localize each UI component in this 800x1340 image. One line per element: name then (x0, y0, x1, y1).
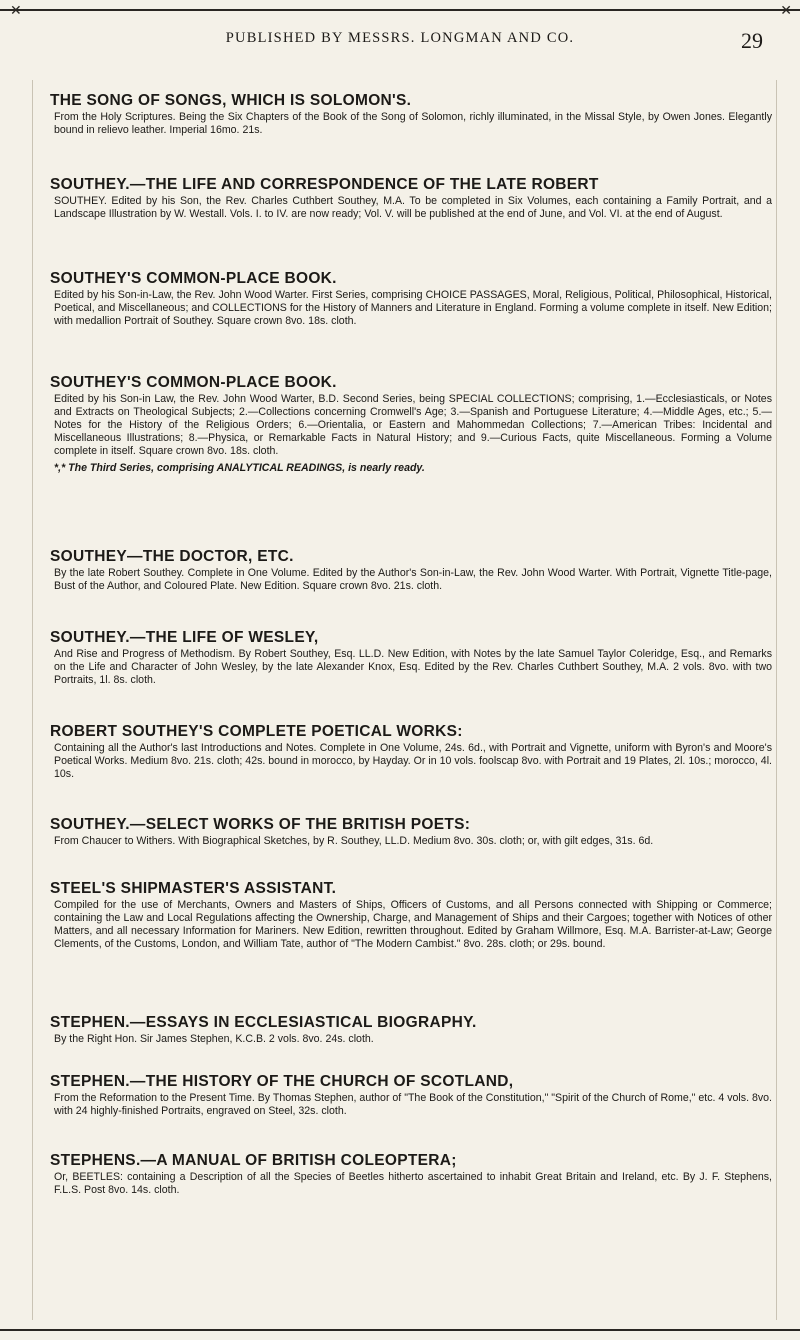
entry-title: SOUTHEY—THE DOCTOR, ETC. (50, 548, 294, 565)
entry-body: Containing all the Author's last Introductions and Notes. Complete in One Volume, 24s. 6d., with Portrait and Vignette, uniform with Byron's and Moore's Poetical Works. Medium 8vo. 21s. cloth; 42s. bound in morocco, by Hayday. Or in 10 vols. foolscap 8vo. with Portrait and 19 Plates, 2l. 10s.; morocco, 4l. 10s. (54, 742, 772, 780)
entry-life-of-wesley (50, 629, 772, 687)
entry-body: And Rise and Progress of Methodism. By Robert Southey, Esq. LL.D. New Edition, with Notes by the late Samuel Taylor Coleridge, Esq., and Remarks on the Life and Character of John Wesley, by the late Alexander Knox, Esq. Edited by the Rev. Charles Cuthbert Southey, M.A. 2 vols. 8vo. with two Portraits, 1l. 8s. cloth. (54, 648, 772, 686)
entry-poetical-works (50, 723, 772, 781)
entry-ecclesiastical-biography (50, 1014, 772, 1046)
entry-commonplace-second (50, 374, 772, 474)
entry-body: Edited by his Son-in-Law, the Rev. John Wood Warter. First Series, comprising CHOICE PASSAGES, Moral, Religious, Political, Philosophical, Historical, Poetical, and Miscellaneous; and COLLECTIONS for the History of Manners and Literature in England. Forming a volume complete in itself. New Edition; with medallion Portrait of Southey. Square crown 8vo. 18s. cloth. (54, 289, 772, 327)
entry-the-doctor (50, 548, 772, 593)
entry-body: Or, BEETLES: containing a Description of all the Species of Beetles hitherto ascertained to inhabit Great Britain and Ireland, etc. By J. F. Stephens, F.L.S. Post 8vo. 14s. cloth. (54, 1171, 772, 1196)
entry-title: SOUTHEY.—THE LIFE OF WESLEY, (50, 629, 319, 646)
entry-body: Compiled for the use of Merchants, Owners and Masters of Ships, Officers of Customs, and all Persons connected with Shipping or Commerce; containing the Law and Local Regulations affecting the Ownership, Charge, and Management of Ships and their Cargoes; together with Notices of other Matters, and all necessary Information for Mariners. New Edition, rewritten throughout. Edited by Graham Willmore, Esq. M.A. Barrister-at-Law; George Clements, of the Customs, London, and William Tate, author of "The Modern Cambist." 8vo. 28s. cloth; or 29s. bound. (54, 899, 772, 950)
entry-title: SOUTHEY.—SELECT WORKS OF THE BRITISH POETS: (50, 816, 471, 833)
running-header: PUBLISHED BY MESSRS. LONGMAN AND CO. (225, 30, 575, 46)
entry-body: From Chaucer to Withers. With Biographical Sketches, by R. Southey, LL.D. Medium 8vo. 30s. cloth; or, with gilt edges, 31s. 6d. (54, 835, 654, 847)
entry-title: SOUTHEY'S COMMON-PLACE BOOK. (50, 270, 337, 287)
top-rule (0, 9, 800, 11)
corner-ornament-left: ✕ (10, 4, 22, 19)
entry-body: From the Holy Scriptures. Being the Six Chapters of the Book of the Song of Solomon, richly illuminated, in the Missal Style, by Owen Jones. Elegantly bound in relievo leather. Imperial 16mo. 21s. (54, 111, 772, 136)
entry-body: SOUTHEY. Edited by his Son, the Rev. Charles Cuthbert Southey, M.A. To be completed in Six Volumes, each containing a Family Portrait, and a Landscape Illustration by W. Westall. Vols. I. to IV. are now ready; Vol. V. will be published at the end of June, and Vol. VI. at the end of August. (54, 195, 772, 220)
entry-body: By the late Robert Southey. Complete in One Volume. Edited by the Author's Son-in-Law, the Rev. John Wood Warter. With Portrait, Vignette Title-page, Bust of the Author, and Coloured Plate. New Edition. Square crown 8vo. 21s. cloth. (54, 567, 772, 592)
entry-title: STEEL'S SHIPMASTER'S ASSISTANT. (50, 880, 337, 897)
bottom-rule (0, 1329, 800, 1331)
right-column-rule (776, 80, 777, 1320)
entry-title: SOUTHEY'S COMMON-PLACE BOOK. (50, 374, 337, 391)
entry-title: STEPHEN.—ESSAYS IN ECCLESIASTICAL BIOGRAPHY. (50, 1014, 477, 1031)
entry-body: From the Reformation to the Present Time. By Thomas Stephen, author of "The Book of the Constitution," "Spirit of the Church of Rome," etc. 4 vols. 8vo. with 24 highly-finished Portraits, engraved on Steel, 32s. cloth. (54, 1092, 772, 1117)
page-number: 29 (741, 28, 763, 53)
entry-title: ROBERT SOUTHEY'S COMPLETE POETICAL WORKS: (50, 723, 463, 740)
entry-southey-life-correspondence (50, 176, 772, 221)
entry-british-poets (50, 816, 772, 848)
entry-body: By the Right Hon. Sir James Stephen, K.C.B. 2 vols. 8vo. 24s. cloth. (54, 1033, 374, 1045)
entry-song-of-songs (50, 92, 772, 137)
corner-ornament-right: ✕ (780, 4, 792, 19)
entry-title: STEPHEN.—THE HISTORY OF THE CHURCH OF SCOTLAND, (50, 1073, 514, 1090)
entry-church-of-scotland (50, 1073, 772, 1118)
entry-commonplace-first (50, 270, 772, 328)
entry-note: *,* The Third Series, comprising ANALYTICAL READINGS, is nearly ready. (54, 461, 425, 474)
entry-british-coleoptera (50, 1152, 772, 1197)
entry-title: STEPHENS.—A MANUAL OF BRITISH COLEOPTERA; (50, 1152, 457, 1169)
entry-shipmasters-assistant (50, 880, 772, 951)
left-column-rule (32, 80, 33, 1320)
entry-title: THE SONG OF SONGS, WHICH IS SOLOMON'S. (50, 92, 412, 109)
entry-body: Edited by his Son-in Law, the Rev. John Wood Warter, B.D. Second Series, being SPECIAL COLLECTIONS; comprising, 1.—Ecclesiasticals, or Notes and Extracts on Theological Subjects; 2.—Collections concerning Cromwell's Age; 3.—Spanish and Portuguese Literature; 4.—Middle Ages, etc.; 5.—Notes for the History of the Religious Orders; 6.—Orientalia, or Eastern and Mahommedan Collections; 7.—American Tribes: Incidental and Miscellaneous Illustrations; 8.—Physica, or Remarkable Facts in Natural History; and 9.—Curious Facts, quite Miscellaneous. Forming a Volume complete in itself. Square crown 8vo. 18s. cloth. (54, 393, 772, 457)
entry-title: SOUTHEY.—THE LIFE AND CORRESPONDENCE OF THE LATE ROBERT (50, 176, 599, 193)
